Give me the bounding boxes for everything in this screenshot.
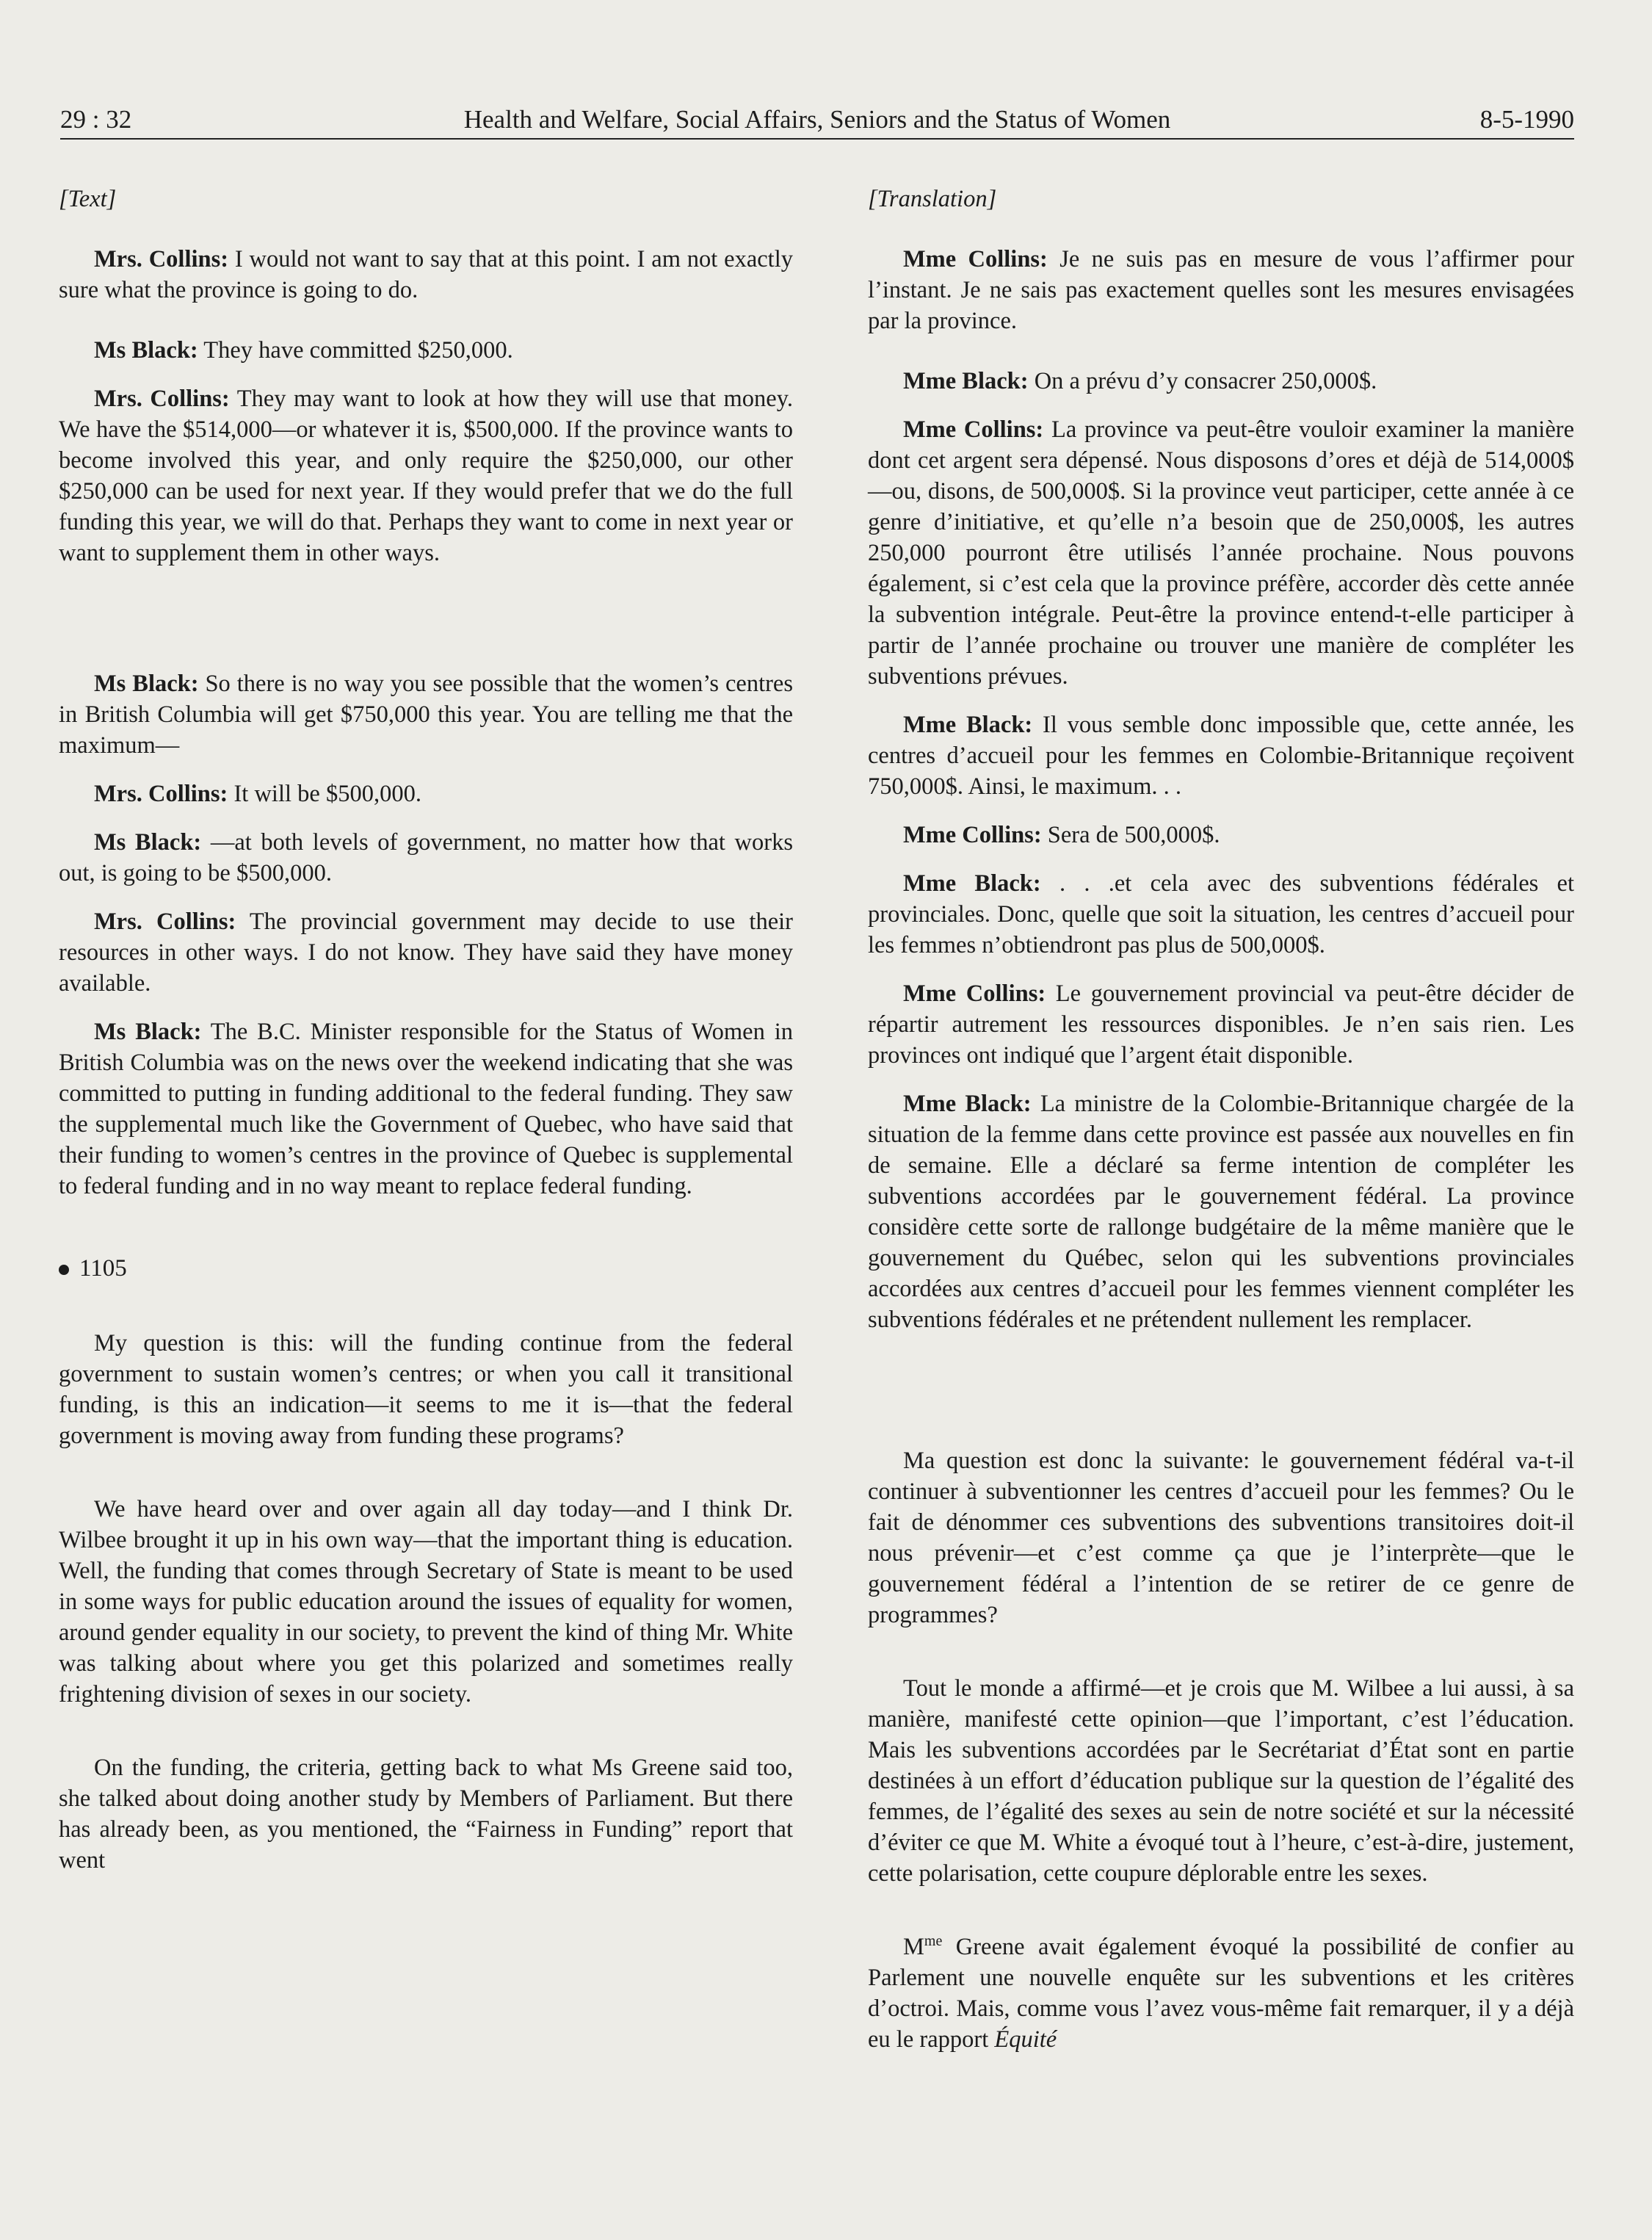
- speaker-name: Mme Black:: [903, 1091, 1032, 1117]
- speaker-name: Mrs. Collins:: [94, 386, 230, 412]
- paragraph: [59, 778, 793, 809]
- paragraph: [59, 383, 793, 568]
- speech-text: . . .et cela avec des subventions fédérales et provinciales. Donc, quelle que soit la situation, les centres d’accueil pour les femmes n’obtiendront pas plus de 500,000$.: [868, 870, 1575, 958]
- time-marker-value: 1105: [79, 1255, 127, 1282]
- speech-text: Sera de 500,000$.: [1041, 822, 1220, 848]
- header-date: 8-5-1990: [1479, 105, 1574, 134]
- speaker-name: Ms Black:: [94, 829, 202, 856]
- speech-text: I would not want to say that at this point. I am not exactly sure what the province is going to do.: [59, 246, 793, 303]
- speaker-name: Ms Black:: [94, 337, 198, 364]
- speaker-name: Mrs. Collins:: [94, 781, 228, 807]
- paragraph: [868, 414, 1574, 692]
- speech-text: The B.C. Minister responsible for the Status of Women in British Columbia was on the news over the weekend indicating that she was committed to putting in funding additional to the federal funding. They saw the supplemental much like the Government of Quebec, who have said that their funding to women’s centres in the province of Quebec is supplemental to federal funding and in no way meant to replace federal funding.: [59, 1019, 793, 1199]
- paragraph: [59, 335, 793, 366]
- speaker-name: Mme Collins:: [903, 246, 1048, 272]
- paragraph: We have heard over and over again all day today—and I think Dr. Wilbee brought it up in his own way—that the important thing is education. Well, the funding that comes through Secretary of State is meant to be used in some ways for public education around the issues of equality for women, around gender equality in our society, to prevent the kind of thing Mr. White was talking about where you get this polarized and sometimes really frightening division of sexes in our society.: [59, 1496, 793, 1708]
- paragraph: [868, 868, 1574, 961]
- speaker-name: Mme Black:: [903, 870, 1041, 897]
- time-marker: [59, 1253, 793, 1284]
- paragraph: [59, 668, 793, 761]
- speech-text: They may want to look at how they will use that money. We have the $514,000—or whatever it is, $500,000. If the province wants to become involved this year, and only require the $250,000, our other $250,000 can be used for next year. If they would prefer that we do the full funding this year, we will do that. Perhaps they want to come in next year or want to supplement them in other ways.: [59, 386, 793, 566]
- paragraph: [59, 244, 793, 306]
- speech-text: They have committed $250,000.: [198, 337, 513, 364]
- paragraph: [868, 366, 1574, 397]
- honorific: M: [903, 1934, 924, 1960]
- paragraph: My question is this: will the funding continue from the federal government to sustain women’s centres; or when you call it transitional funding, is this an indication—it seems to me it is—that the federal government is moving away from funding these programs?: [59, 1330, 793, 1449]
- speaker-name: Mrs. Collins:: [94, 908, 236, 935]
- paragraph: [59, 827, 793, 889]
- paragraph: Ma question est donc la suivante: le gouvernement fédéral va-t-il continuer à subventionner les centres d’accueil pour les femmes? Ou le fait de dénommer ces subventions des subventions transitoires doit-il nous prévenir—et c’est comme ça que je l’interprète—que le gouvernement fédéral a l’intention de se retirer de ce genre de programmes?: [868, 1448, 1574, 1628]
- speech-text: Greene avait également évoqué la possibilité de confier au Parlement une nouvelle enquête sur les subventions et les critères d’octroi. Mais, comme vous l’avez vous-même fait remarquer, il y a déjà eu le rapport: [868, 1934, 1574, 2053]
- paragraph: [59, 1016, 793, 1202]
- speaker-name: Mme Collins:: [903, 822, 1042, 848]
- paragraph: Tout le monde a affirmé—et je crois que M. Wilbee a lui aussi, à sa manière, manifesté cette opinion—que l’important, c’est l’éducation. Mais les subventions accordées par le Secrétariat d’État sont en partie destinées à un effort d’éducation publique sur la question de l’égalité des femmes, de l’égalité des sexes au sein de notre société et sur la nécessité d’éviter ce que M. White a évoqué tout à l’heure, c’est-à-dire, justement, cette polarisation, cette coupure déplorable entre les sexes.: [868, 1675, 1574, 1887]
- paragraph: [868, 820, 1574, 850]
- speaker-name: Mme Black:: [903, 712, 1033, 738]
- page-number: 29 : 32: [60, 105, 132, 134]
- translation-tag: [Translation]: [868, 186, 997, 212]
- speech-text: The provincial government may decide to use their resources in other ways. I do not know. They have said they have money available.: [59, 908, 793, 997]
- speaker-name: Mme Black:: [903, 368, 1029, 394]
- speaker-name: Mme Collins:: [903, 980, 1046, 1007]
- paragraph: [868, 709, 1574, 802]
- bullet-icon: [59, 1265, 69, 1275]
- english-column: [59, 184, 793, 1876]
- paragraph: [868, 978, 1574, 1071]
- paragraph: [868, 1932, 1574, 2055]
- speaker-name: Mrs. Collins:: [94, 246, 229, 272]
- paragraph: [59, 906, 793, 999]
- speaker-name: Ms Black:: [94, 671, 199, 697]
- french-column: [868, 184, 1574, 2055]
- running-title: Health and Welfare, Social Affairs, Seniors and the Status of Women: [463, 105, 1171, 134]
- report-title: Équité: [994, 2026, 1057, 2053]
- speaker-name: Mme Collins:: [903, 416, 1044, 443]
- text-tag: [Text]: [59, 186, 117, 212]
- speech-text: It will be $500,000.: [228, 781, 421, 807]
- paragraph: [868, 1088, 1574, 1335]
- speech-text: On a prévu d’y consacrer 250,000$.: [1028, 368, 1377, 394]
- speaker-name: Ms Black:: [94, 1019, 202, 1045]
- paragraph: [868, 244, 1574, 336]
- page-header: [60, 101, 1574, 140]
- speech-text: Il vous semble donc impossible que, cette année, les centres d’accueil pour les femmes en Colombie-Britannique reçoivent 750,000$. Ainsi, le maximum. . .: [868, 712, 1575, 800]
- speech-text: So there is no way you see possible that the women’s centres in British Columbia will get $750,000 this year. You are telling me that the maximum—: [59, 671, 793, 759]
- speech-text: Le gouvernement provincial va peut-être décider de répartir autrement les ressources disponibles. Je n’en sais rien. Les provinces ont indiqué que l’argent était disponible.: [868, 980, 1575, 1069]
- honorific-superscript: me: [924, 1933, 943, 1950]
- speech-text: La province va peut-être vouloir examiner la manière dont cet argent sera dépensé. Nous disposons d’ores et déjà de 514,000$—ou, disons, de 500,000$. Si la province veut participer, cette année à ce genre d’initiative, et qu’elle n’a besoin que de 250,000$, les autres 250,000 pourront être utilisés l’année prochaine. Nous pouvons également, si c’est cela que la province préfère, accorder dès cette année la subvention intégrale. Peut-être la province entend-t-elle participer à partir de l’année prochaine ou trouver une manière de compléter les subventions prévues.: [868, 416, 1574, 690]
- speech-text: Je ne suis pas en mesure de vous l’affirmer pour l’instant. Je ne sais pas exactement quelles sont les mesures envisagées par la province.: [868, 246, 1574, 334]
- speech-text: La ministre de la Colombie-Britannique chargée de la situation de la femme dans cette province est passée aux nouvelles en fin de semaine. Elle a déclaré sa ferme intention de compléter les subventions accordées par le gouvernement fédéral. La province considère cette sorte de rallonge budgétaire de la même manière que le gouvernement du Québec, selon qui les subventions provinciales accordées aux centres d’accueil pour les femmes viennent compléter les subventions fédérales et ne prétendent nullement les remplacer.: [868, 1091, 1574, 1333]
- paragraph: On the funding, the criteria, getting back to what Ms Greene said too, she talked about doing another study by Members of Parliament. But there has already been, as you mentioned, the “Fairness in Funding” report that went: [59, 1755, 793, 1874]
- speech-text: —at both levels of government, no matter how that works out, is going to be $500,000.: [59, 829, 793, 886]
